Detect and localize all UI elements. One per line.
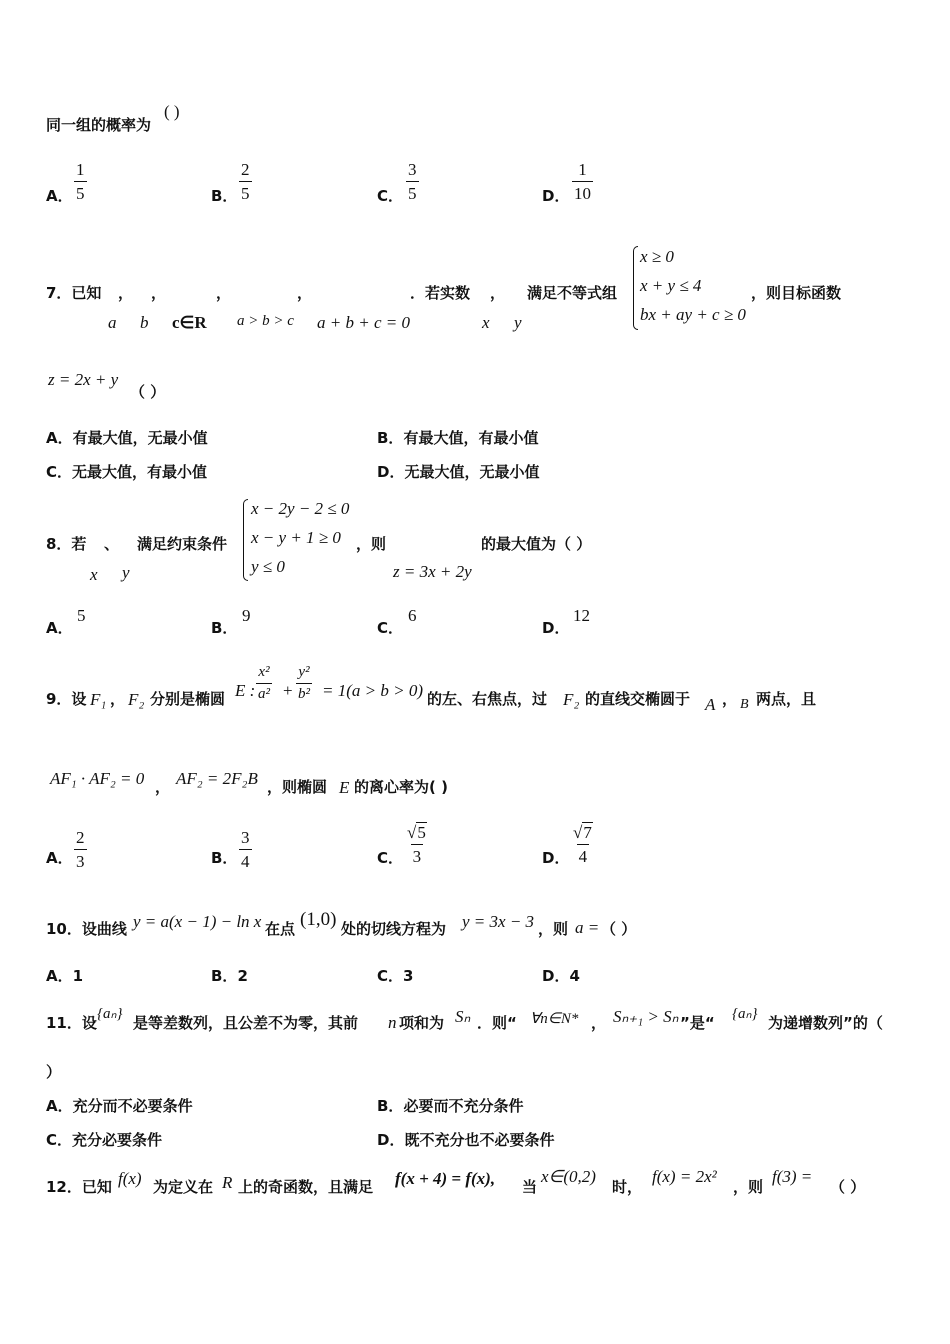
q10-point: (1,0) — [300, 909, 337, 930]
q9-comma: ， — [110, 690, 126, 708]
q9-mid5: ，则椭圆 — [267, 778, 328, 796]
q9-mid3: 的直线交椭圆于 — [585, 690, 691, 708]
q9-number: 9．设 — [46, 690, 87, 708]
q12-paren: （ ） — [830, 1178, 866, 1196]
q7-number: 7．已知 — [46, 284, 102, 302]
q7-var-y: y — [514, 313, 522, 332]
q10-tangent: y = 3x − 3 — [462, 912, 535, 931]
q11-option-b[interactable]: B．必要而不充分条件 — [377, 1097, 524, 1115]
q9-option-d-value: $\frac{√7}{4}$ — [573, 823, 592, 866]
q8-system-line: x − y + 1 ≥ 0 — [251, 528, 341, 547]
q9-f2b: F₂ — [563, 690, 580, 709]
q9-option-b-label[interactable]: B． — [211, 849, 238, 867]
q11-mid4: ”是“ — [680, 1014, 715, 1032]
q9-option-b-value: $\frac{3}{4}$ — [241, 828, 250, 871]
q11-forall: ∀n∈N* — [530, 1011, 579, 1027]
q9-option-a-label[interactable]: A． — [46, 849, 73, 867]
q7-var-a: a — [108, 313, 117, 332]
q9-comma2: ， — [722, 690, 738, 708]
q12-R: R — [222, 1173, 233, 1192]
q7-sep: ， — [151, 284, 167, 302]
q10-mid1: 在点 — [265, 920, 296, 938]
q6-option-d-value: $\frac{1}{10}$ — [574, 160, 591, 203]
q11-ineq: Sₙ₊₁ > Sₙ — [613, 1007, 679, 1026]
q7-option-c[interactable]: C．无最大值，有最小值 — [46, 463, 208, 481]
q7-sep: ， — [297, 284, 313, 302]
q6-paren: ( ) — [164, 102, 180, 121]
q9-f2: F₂ — [128, 690, 145, 709]
q8-option-b-label[interactable]: B． — [211, 619, 238, 637]
q11-mid2: 项和为 — [399, 1014, 445, 1032]
q8-option-a-value: 5 — [77, 606, 86, 625]
q6-option-b-label[interactable]: B． — [211, 187, 238, 205]
q8-system-line: x − 2y − 2 ≤ 0 — [251, 499, 350, 518]
q8-system-line: y ≤ 0 — [251, 557, 285, 576]
q12-def: f(x) = 2x² — [652, 1167, 717, 1186]
q8-system — [251, 494, 349, 581]
q7-tail: ，则目标函数 — [751, 284, 842, 302]
sqrt-icon: √ — [407, 823, 417, 842]
q9-point-b: B — [740, 697, 749, 712]
q10-number: 10．设曲线 — [46, 920, 127, 938]
q12-ask: f(3) = — [772, 1167, 813, 1186]
q12-mid2: 上的奇函数，且满足 — [238, 1178, 374, 1196]
q8-var-y: y — [122, 563, 130, 582]
q9-cond1: AF₁ · AF₂ = 0 — [50, 769, 145, 788]
q7-system — [640, 242, 746, 329]
q8-option-a-label[interactable]: A． — [46, 619, 73, 637]
q7-var-x: x — [482, 313, 490, 332]
q10-mid3: ，则 — [538, 920, 569, 938]
q6-option-a-value: $\frac{1}{5}$ — [76, 160, 85, 203]
q11-comma: ， — [591, 1014, 607, 1032]
q7-system-line: bx + ay + c ≥ 0 — [640, 305, 746, 324]
q6-option-a-label[interactable]: A． — [46, 187, 73, 205]
q9-mid1: 分别是椭圆 — [150, 690, 226, 708]
q11-mid5: 为递增数列”的（ — [768, 1014, 883, 1032]
q6-stem: 同一组的概率为 — [46, 116, 152, 134]
q7-system-line: x + y ≤ 4 — [640, 276, 702, 295]
q11-sn: Sₙ — [455, 1007, 471, 1026]
q8-number: 8．若 — [46, 535, 87, 553]
q11-n: n — [388, 1013, 397, 1032]
q11-option-c[interactable]: C．充分必要条件 — [46, 1131, 163, 1149]
q12-mid3: 当 — [522, 1178, 538, 1196]
q9-point-a: A — [705, 695, 716, 714]
q11-mid1: 是等差数列，且公差不为零，其前 — [133, 1014, 359, 1032]
q8-dun: 、 — [104, 535, 120, 553]
q11-option-d[interactable]: D．既不充分也不必要条件 — [377, 1131, 555, 1149]
q6-option-c-label[interactable]: C． — [377, 187, 404, 205]
q11-mid3: ．则“ — [477, 1014, 517, 1032]
q8-option-d-value: 12 — [573, 606, 590, 625]
q9-option-a-value: $\frac{2}{3}$ — [76, 828, 85, 871]
q12-period: f(x + 4) = f(x), — [395, 1169, 496, 1188]
q8-option-c-label[interactable]: C． — [377, 619, 404, 637]
q8-option-c-value: 6 — [408, 606, 417, 625]
q8-option-d-label[interactable]: D． — [542, 619, 570, 637]
q10-mid2: 处的切线方程为 — [341, 920, 447, 938]
q7-sep: ， — [216, 284, 232, 302]
q9-ellipse-x-term: $\frac{\text{x²}}{\text{a²}}$ — [258, 664, 270, 702]
q10-ask: a = — [575, 918, 600, 937]
q12-interval: x∈(0,2) — [541, 1167, 596, 1186]
q12-mid1: 为定义在 — [153, 1178, 214, 1196]
q7-objective: z = 2x + y — [48, 370, 119, 389]
q9-ellipse-suffix: = 1(a > b > 0) — [322, 681, 423, 700]
q7-option-b[interactable]: B．有最大值，有最小值 — [377, 429, 539, 447]
q9-option-c-value: $\frac{√5}{3}$ — [407, 823, 426, 866]
q7-sum: a + b + c = 0 — [317, 313, 410, 332]
q10-curve: y = a(x − 1) − ln x — [133, 912, 262, 931]
q9-option-d-label[interactable]: D． — [542, 849, 570, 867]
q9-tail: 的离心率为( ) — [354, 778, 448, 796]
q11-option-a[interactable]: A．充分而不必要条件 — [46, 1097, 193, 1115]
q10-option-d[interactable]: D．4 — [542, 967, 580, 985]
q9-e: E — [339, 778, 350, 797]
q8-then: ，则 — [356, 535, 387, 553]
q10-paren: （ ） — [601, 920, 637, 938]
q9-option-c-label[interactable]: C． — [377, 849, 404, 867]
q11-number: 11．设 — [46, 1014, 97, 1032]
q9-mid2: 的左、右焦点，过 — [427, 690, 548, 708]
q12-mid4: 时， — [612, 1178, 643, 1196]
q7-c-in-R: c∈R — [172, 313, 207, 332]
q8-objective: z = 3x + 2y — [393, 562, 472, 581]
q12-mid5: ，则 — [733, 1178, 764, 1196]
q9-plus: + — [283, 681, 293, 700]
q11-close: ） — [46, 1063, 62, 1081]
q9-cond2: AF₂ = 2F₂B — [176, 769, 258, 788]
q7-system-brace — [633, 246, 638, 330]
q8-tail: 的最大值为（ ） — [481, 535, 592, 553]
q12-fx: f(x) — [118, 1169, 142, 1188]
q9-mid4: 两点，且 — [756, 690, 817, 708]
q7-sep: ， — [118, 284, 134, 302]
q7-option-d[interactable]: D．无最大值，无最小值 — [377, 463, 540, 481]
q10-option-c[interactable]: C．3 — [377, 967, 414, 985]
q12-number: 12．已知 — [46, 1178, 112, 1196]
q10-option-a[interactable]: A．1 — [46, 967, 84, 985]
q8-option-b-value: 9 — [242, 606, 251, 625]
q9-ellipse-prefix: E : — [235, 681, 256, 700]
q7-sep: ， — [490, 284, 506, 302]
q8-var-x: x — [90, 565, 98, 584]
q7-var-b: b — [140, 313, 149, 332]
q9-comma3: ， — [155, 778, 171, 796]
q6-option-b-value: $\frac{2}{5}$ — [241, 160, 250, 203]
q11-seq: {aₙ} — [97, 1006, 123, 1022]
q7-order: a > b > c — [237, 313, 294, 329]
q8-system-brace — [243, 499, 248, 581]
q6-option-d-label[interactable]: D． — [542, 187, 570, 205]
q9-f1: F₁ — [90, 690, 107, 709]
q6-option-c-value: $\frac{3}{5}$ — [408, 160, 417, 203]
sqrt-icon: √ — [573, 823, 583, 842]
q8-cond: 满足约束条件 — [137, 535, 228, 553]
q7-mid: ．若实数 — [410, 284, 471, 302]
q7-cond: 满足不等式组 — [527, 284, 618, 302]
q7-paren: （ ） — [130, 383, 166, 401]
q11-seq2: {aₙ} — [732, 1006, 758, 1022]
q7-option-a[interactable]: A．有最大值，无最小值 — [46, 429, 208, 447]
q7-system-line: x ≥ 0 — [640, 247, 674, 266]
q9-ellipse-y-term: $\frac{\text{y²}}{\text{b²}}$ — [298, 664, 310, 702]
q10-option-b[interactable]: B．2 — [211, 967, 248, 985]
